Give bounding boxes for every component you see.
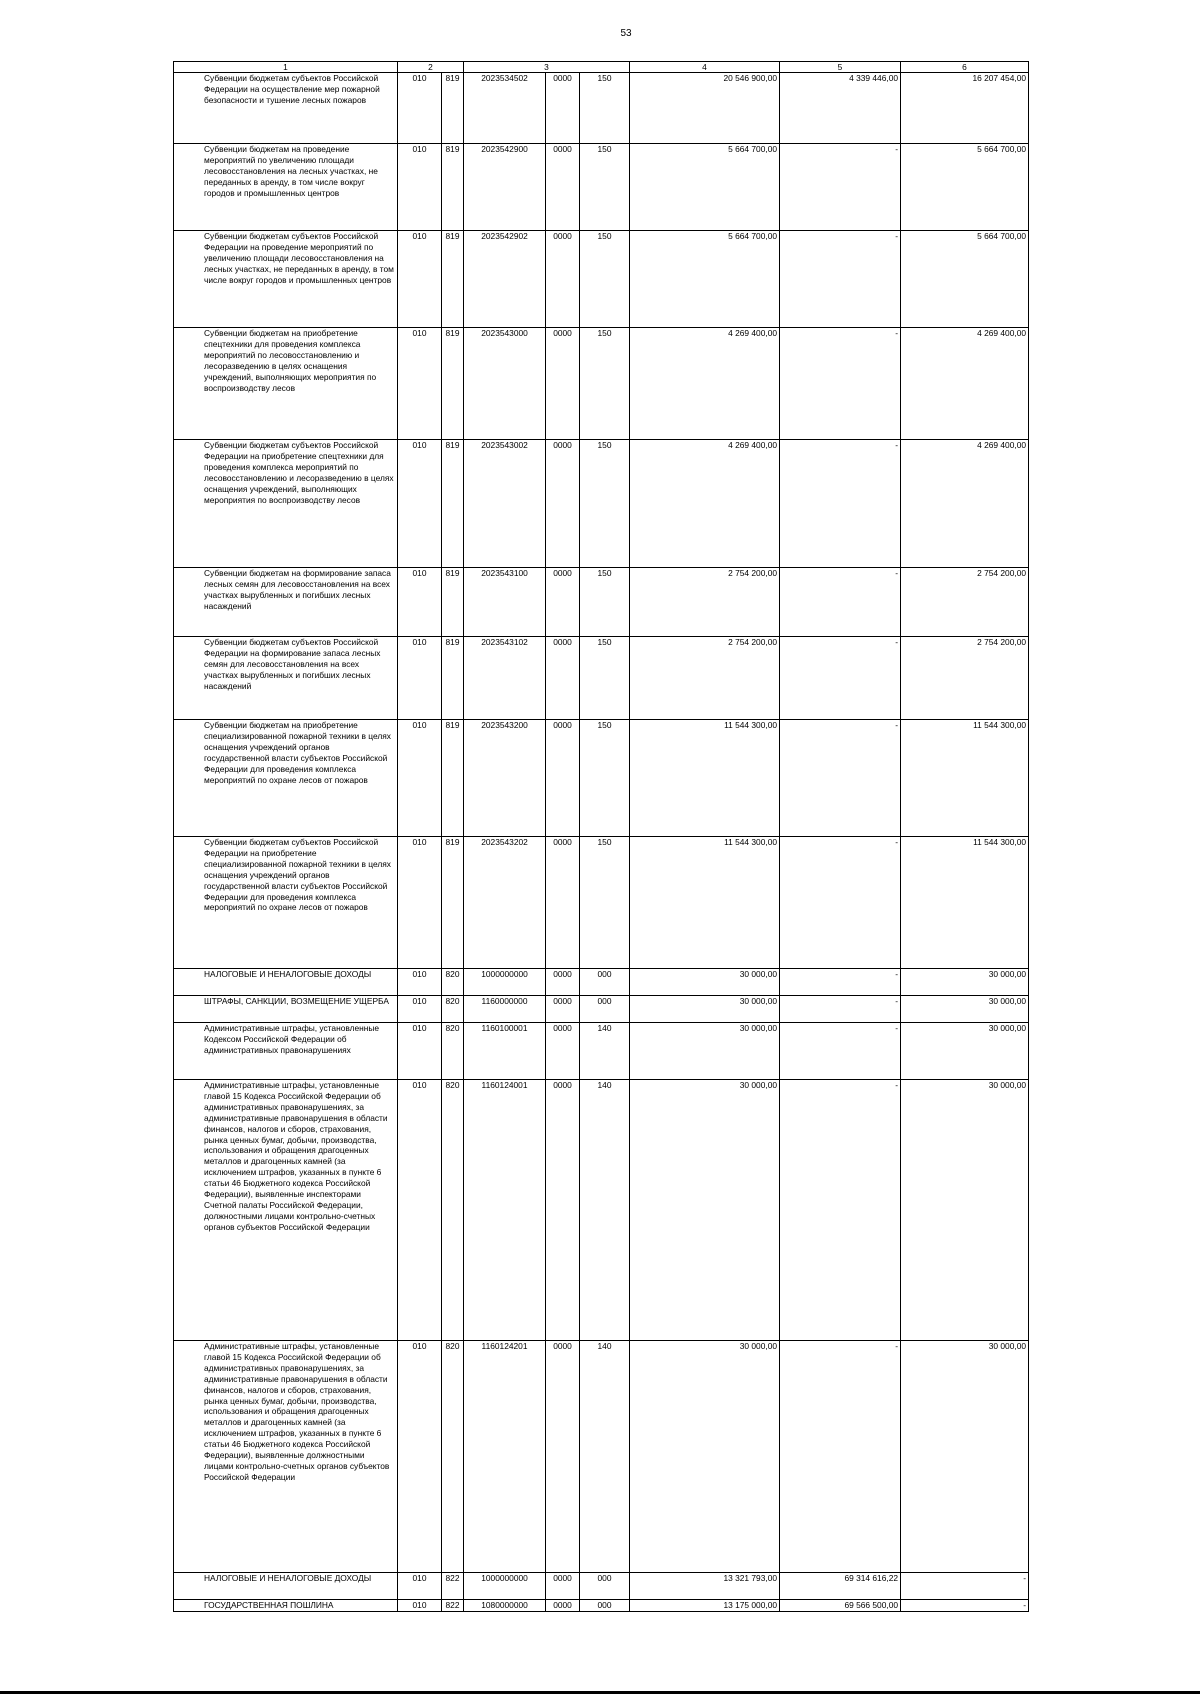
row-code-e: 000 (580, 1600, 630, 1612)
row-code-c: 1080000000 (464, 1600, 546, 1612)
row-code-b: 819 (442, 568, 464, 637)
row-value-6: 4 269 400,00 (901, 440, 1029, 568)
table-row (174, 568, 1029, 637)
row-value-5: - (780, 996, 901, 1023)
row-code-c: 2023534502 (464, 73, 546, 144)
row-code-c: 1160000000 (464, 996, 546, 1023)
table-row (174, 1023, 1029, 1080)
row-code-e: 150 (580, 837, 630, 969)
table-row (174, 440, 1029, 568)
row-code-b: 819 (442, 440, 464, 568)
row-code-c: 1160124001 (464, 1080, 546, 1341)
row-code-c: 2023542902 (464, 231, 546, 328)
row-code-d: 0000 (546, 837, 580, 969)
header-col-2: 2 (398, 62, 464, 73)
table-row (174, 837, 1029, 969)
row-code-e: 150 (580, 720, 630, 837)
row-code-e: 140 (580, 1080, 630, 1341)
row-code-e: 140 (580, 1341, 630, 1573)
row-value-6: 2 754 200,00 (901, 568, 1029, 637)
row-value-5: - (780, 969, 901, 996)
row-name: ГОСУДАРСТВЕННАЯ ПОШЛИНА (174, 1600, 398, 1612)
row-code-b: 822 (442, 1600, 464, 1612)
row-code-d: 0000 (546, 1600, 580, 1612)
row-code-a: 010 (398, 440, 442, 568)
row-code-d: 0000 (546, 720, 580, 837)
row-code-e: 150 (580, 328, 630, 440)
row-code-a: 010 (398, 837, 442, 969)
row-value-6: 11 544 300,00 (901, 720, 1029, 837)
row-code-b: 819 (442, 328, 464, 440)
row-value-6: 30 000,00 (901, 969, 1029, 996)
row-code-c: 2023542900 (464, 144, 546, 231)
row-code-c: 2023543202 (464, 837, 546, 969)
row-code-e: 000 (580, 1573, 630, 1600)
row-code-c: 1000000000 (464, 1573, 546, 1600)
row-value-4: 30 000,00 (630, 1080, 780, 1341)
row-value-6: 16 207 454,00 (901, 73, 1029, 144)
row-value-4: 30 000,00 (630, 996, 780, 1023)
row-code-d: 0000 (546, 1341, 580, 1573)
table-row (174, 328, 1029, 440)
row-code-a: 010 (398, 231, 442, 328)
row-code-b: 820 (442, 996, 464, 1023)
row-name: Субвенции бюджетам на приобретение спецтехники для проведения комплекса мероприятий по лесовосстановлению и лесоразведению в целях оснащения учреждений, выполняющих мероприятия по воспроизводству лесов (174, 328, 398, 440)
row-code-e: 150 (580, 144, 630, 231)
row-code-c: 2023543100 (464, 568, 546, 637)
row-code-b: 820 (442, 969, 464, 996)
row-code-b: 819 (442, 144, 464, 231)
row-value-5: - (780, 440, 901, 568)
row-name: НАЛОГОВЫЕ И НЕНАЛОГОВЫЕ ДОХОДЫ (174, 1573, 398, 1600)
row-code-a: 010 (398, 1573, 442, 1600)
row-code-d: 0000 (546, 1080, 580, 1341)
row-code-b: 820 (442, 1023, 464, 1080)
budget-table (173, 61, 1029, 1612)
row-value-4: 30 000,00 (630, 969, 780, 996)
row-value-5: - (780, 1080, 901, 1341)
table-row (174, 73, 1029, 144)
row-code-d: 0000 (546, 568, 580, 637)
table-row (174, 1080, 1029, 1341)
row-value-6: 30 000,00 (901, 1341, 1029, 1573)
header-col-6: 6 (901, 62, 1029, 73)
row-value-6: - (901, 1573, 1029, 1600)
row-value-5: - (780, 568, 901, 637)
row-code-a: 010 (398, 1023, 442, 1080)
row-code-d: 0000 (546, 328, 580, 440)
row-code-b: 820 (442, 1080, 464, 1341)
header-col-4: 4 (630, 62, 780, 73)
row-code-b: 819 (442, 720, 464, 837)
table-row (174, 996, 1029, 1023)
row-code-e: 150 (580, 637, 630, 720)
row-name: НАЛОГОВЫЕ И НЕНАЛОГОВЫЕ ДОХОДЫ (174, 969, 398, 996)
row-code-a: 010 (398, 1341, 442, 1573)
row-value-5: - (780, 720, 901, 837)
row-code-a: 010 (398, 720, 442, 837)
row-name: Административные штрафы, установленные Кодексом Российской Федерации об административных правонарушениях (174, 1023, 398, 1080)
row-code-c: 1160124201 (464, 1341, 546, 1573)
bottom-rule (0, 1691, 1200, 1694)
row-code-b: 819 (442, 73, 464, 144)
row-name: Субвенции бюджетам субъектов Российской Федерации на формирование запаса лесных семян для лесовосстановления на всех участках вырубленных и погибших лесных насаждений (174, 637, 398, 720)
row-value-6: 30 000,00 (901, 1080, 1029, 1341)
row-code-a: 010 (398, 996, 442, 1023)
row-value-4: 20 546 900,00 (630, 73, 780, 144)
row-value-5: - (780, 328, 901, 440)
row-code-a: 010 (398, 1600, 442, 1612)
row-code-a: 010 (398, 328, 442, 440)
row-value-6: 30 000,00 (901, 996, 1029, 1023)
row-code-d: 0000 (546, 144, 580, 231)
row-code-c: 1160100001 (464, 1023, 546, 1080)
header-col-3: 3 (464, 62, 630, 73)
row-value-4: 30 000,00 (630, 1023, 780, 1080)
row-code-a: 010 (398, 1080, 442, 1341)
row-value-5: - (780, 1023, 901, 1080)
row-code-a: 010 (398, 637, 442, 720)
row-code-d: 0000 (546, 1023, 580, 1080)
row-code-e: 150 (580, 231, 630, 328)
row-code-b: 819 (442, 837, 464, 969)
row-code-c: 2023543200 (464, 720, 546, 837)
row-value-6: 4 269 400,00 (901, 328, 1029, 440)
row-value-5: - (780, 637, 901, 720)
row-code-a: 010 (398, 144, 442, 231)
row-code-e: 150 (580, 73, 630, 144)
header-col-5: 5 (780, 62, 901, 73)
row-value-4: 11 544 300,00 (630, 837, 780, 969)
row-code-e: 150 (580, 568, 630, 637)
row-name: Субвенции бюджетам на проведение мероприятий по увеличению площади лесовосстановления на лесных участках, не переданных в аренду, в том числе вокруг городов и промышленных центров (174, 144, 398, 231)
row-name: Субвенции бюджетам субъектов Российской Федерации на приобретение спецтехники для проведения комплекса мероприятий по лесовосстановлению и лесоразведению в целях оснащения учреждений, выполняющих мероприятия по воспроизводству лесов (174, 440, 398, 568)
row-value-4: 30 000,00 (630, 1341, 780, 1573)
table-row (174, 1573, 1029, 1600)
row-value-6: - (901, 1600, 1029, 1612)
table-row (174, 969, 1029, 996)
row-code-d: 0000 (546, 231, 580, 328)
row-value-5: - (780, 231, 901, 328)
table-row (174, 231, 1029, 328)
row-code-d: 0000 (546, 73, 580, 144)
row-value-4: 2 754 200,00 (630, 637, 780, 720)
row-value-4: 4 269 400,00 (630, 328, 780, 440)
row-value-6: 5 664 700,00 (901, 231, 1029, 328)
row-code-e: 140 (580, 1023, 630, 1080)
row-value-6: 5 664 700,00 (901, 144, 1029, 231)
header-row (174, 62, 1029, 73)
row-code-a: 010 (398, 568, 442, 637)
row-value-6: 11 544 300,00 (901, 837, 1029, 969)
row-code-c: 1000000000 (464, 969, 546, 996)
row-code-b: 820 (442, 1341, 464, 1573)
row-code-a: 010 (398, 969, 442, 996)
row-value-5: - (780, 837, 901, 969)
table-row (174, 720, 1029, 837)
row-name: Субвенции бюджетам субъектов Российской Федерации на осуществление мер пожарной безопасности и тушение лесных пожаров (174, 73, 398, 144)
row-value-4: 5 664 700,00 (630, 231, 780, 328)
row-value-5: - (780, 144, 901, 231)
row-code-b: 819 (442, 231, 464, 328)
row-value-5: - (780, 1341, 901, 1573)
row-value-6: 2 754 200,00 (901, 637, 1029, 720)
row-value-4: 11 544 300,00 (630, 720, 780, 837)
row-code-b: 822 (442, 1573, 464, 1600)
row-value-5: 69 566 500,00 (780, 1600, 901, 1612)
row-code-d: 0000 (546, 637, 580, 720)
row-code-a: 010 (398, 73, 442, 144)
row-code-c: 2023543000 (464, 328, 546, 440)
row-code-e: 150 (580, 440, 630, 568)
row-value-4: 5 664 700,00 (630, 144, 780, 231)
row-code-d: 0000 (546, 440, 580, 568)
table-row (174, 637, 1029, 720)
header-col-1: 1 (174, 62, 398, 73)
page-number: 53 (620, 28, 632, 39)
table-row (174, 1341, 1029, 1573)
row-code-e: 000 (580, 996, 630, 1023)
row-code-d: 0000 (546, 1573, 580, 1600)
row-code-b: 819 (442, 637, 464, 720)
row-code-c: 2023543002 (464, 440, 546, 568)
row-value-4: 13 175 000,00 (630, 1600, 780, 1612)
row-value-6: 30 000,00 (901, 1023, 1029, 1080)
row-code-e: 000 (580, 969, 630, 996)
row-code-d: 0000 (546, 969, 580, 996)
row-name: Административные штрафы, установленные главой 15 Кодекса Российской Федерации об административных правонарушениях, за административные правонарушения в области финансов, налогов и сборов, страхования, рынка ценных бумаг, добычи, производства, использования и обращения драгоценных металлов и драгоценных камней (за исключением штрафов, указанных в пункте 6 статьи 46 Бюджетного кодекса Российской Федерации), выявленные инспекторами Счетной палаты Российской Федерации, должностными лицами контрольно-счетных органов субъектов Российской Федерации (174, 1080, 398, 1341)
table-row (174, 144, 1029, 231)
row-name: Субвенции бюджетам субъектов Российской Федерации на приобретение специализированной пожарной техники в целях оснащения учреждений органов государственной власти субъектов Российской Федерации для проведения комплекса мероприятий по охране лесов от пожаров (174, 837, 398, 969)
table-row (174, 1600, 1029, 1612)
row-name: Административные штрафы, установленные главой 15 Кодекса Российской Федерации об административных правонарушениях, за административные правонарушения в области финансов, налогов и сборов, страхования, рынка ценных бумаг, добычи, производства, использования и обращения драгоценных металлов и драгоценных камней (за исключением штрафов, указанных в пункте 6 статьи 46 Бюджетного кодекса Российской Федерации), выявленные должностными лицами контрольно-счетных органов субъектов Российской Федерации (174, 1341, 398, 1573)
row-name: Субвенции бюджетам на приобретение специализированной пожарной техники в целях оснащения учреждений органов государственной власти субъектов Российской Федерации для проведения комплекса мероприятий по охране лесов от пожаров (174, 720, 398, 837)
row-value-4: 13 321 793,00 (630, 1573, 780, 1600)
row-value-5: 4 339 446,00 (780, 73, 901, 144)
row-value-4: 4 269 400,00 (630, 440, 780, 568)
row-value-5: 69 314 616,22 (780, 1573, 901, 1600)
row-code-d: 0000 (546, 996, 580, 1023)
row-code-c: 2023543102 (464, 637, 546, 720)
row-name: ШТРАФЫ, САНКЦИИ, ВОЗМЕЩЕНИЕ УЩЕРБА (174, 996, 398, 1023)
row-name: Субвенции бюджетам субъектов Российской Федерации на проведение мероприятий по увеличению площади лесовосстановления на лесных участках, не переданных в аренду, в том числе вокруг городов и промышленных центров (174, 231, 398, 328)
row-value-4: 2 754 200,00 (630, 568, 780, 637)
row-name: Субвенции бюджетам на формирование запаса лесных семян для лесовосстановления на всех участках вырубленных и погибших лесных насаждений (174, 568, 398, 637)
